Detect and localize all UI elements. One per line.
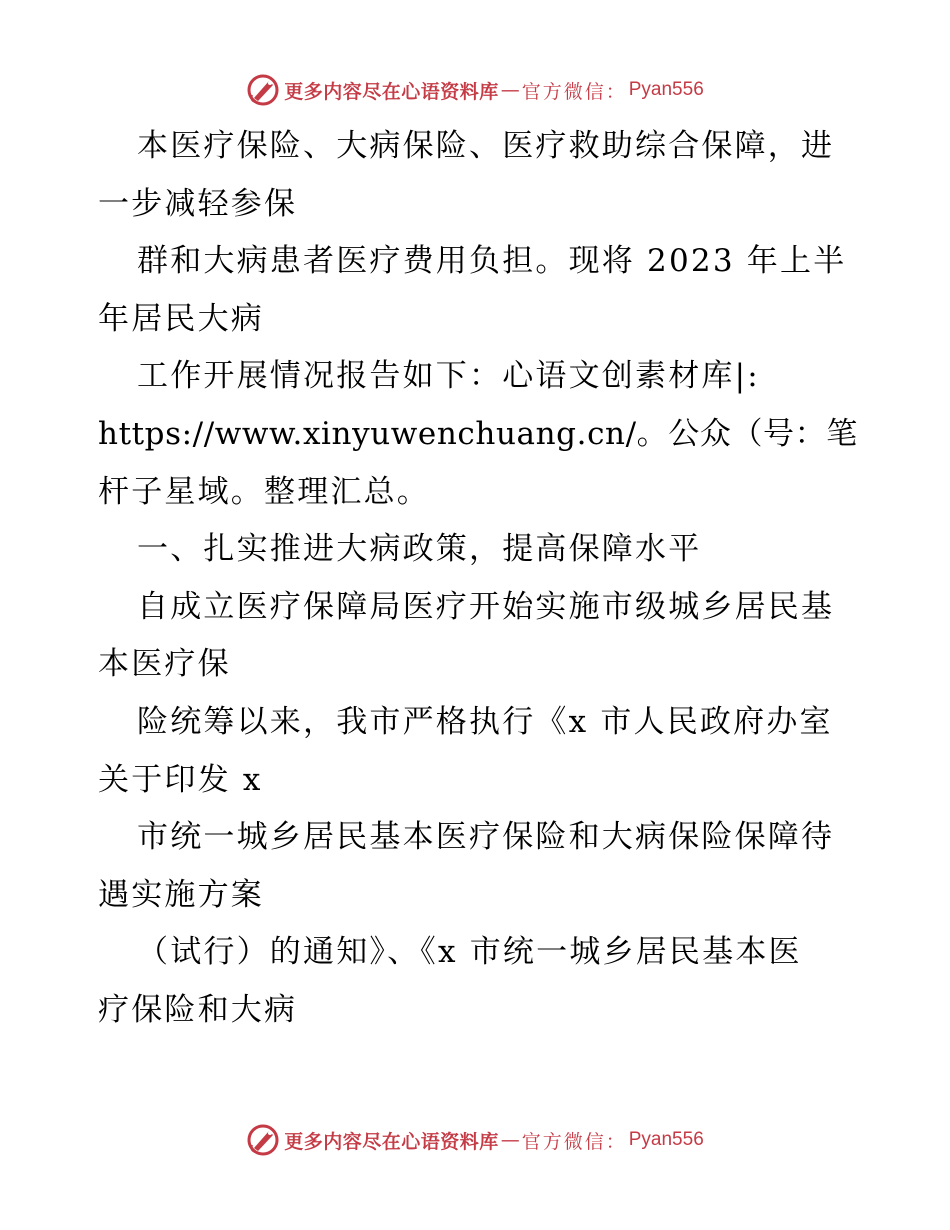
banner-official-label: 官方微信： (521, 80, 627, 103)
banner-wechat-id: Pyan556 (628, 79, 704, 100)
body-line: 险统筹以来，我市严格执行《x 市人民政府办室 (137, 703, 833, 740)
body-line: 自成立医疗保障局医疗开始实施市级城乡居民基 (137, 588, 835, 625)
body-line: 工作开展情况报告如下：心语文创素材库|: (137, 358, 760, 395)
banner-brand-text: 更多内容尽在心语资料库 (284, 1130, 499, 1153)
pen-nib-logo-icon (246, 1123, 280, 1157)
body-line: 年居民大病 (98, 300, 264, 337)
banner-official-label: 官方微信： (521, 1130, 627, 1153)
banner-dash: — (500, 79, 520, 101)
body-line: 杆子星域。整理汇总。 (98, 473, 430, 510)
document-body (98, 118, 858, 1040)
pen-nib-logo-icon (246, 73, 280, 107)
banner-dash: — (500, 1129, 520, 1151)
body-line: 本医疗保 (98, 646, 231, 683)
body-line: 遇实施方案 (98, 876, 264, 913)
header-banner (0, 68, 950, 112)
footer-banner (0, 1118, 950, 1162)
body-line: 市统一城乡居民基本医疗保险和大病保险保障待 (137, 819, 835, 856)
body-line-url: https://www.xinyuwenchuang.cn/。公众（号：笔 (98, 415, 858, 452)
body-line: （试行）的通知》、《x 市统一城乡居民基本医 (137, 934, 802, 971)
section-heading: 一、扎实推进大病政策，提高保障水平 (137, 531, 702, 568)
body-line: 关于印发 x (98, 761, 263, 798)
banner-brand-text: 更多内容尽在心语资料库 (284, 80, 499, 103)
body-line: 一步减轻参保 (98, 185, 298, 222)
body-line: 群和大病患者医疗费用负担。现将 2023 年上半 (137, 243, 847, 280)
banner-wechat-id: Pyan556 (628, 1129, 704, 1150)
body-line: 疗保险和大病 (98, 991, 298, 1028)
body-line: 本医疗保险、大病保险、医疗救助综合保障，进 (137, 128, 835, 164)
